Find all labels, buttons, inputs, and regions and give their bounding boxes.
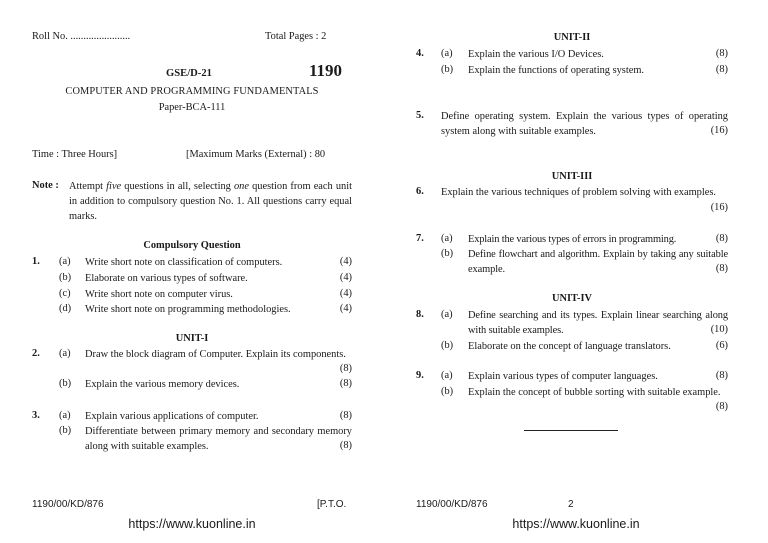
website-link[interactable]: https://www.kuonline.in: [128, 517, 256, 531]
marks: (4): [339, 272, 352, 283]
question-text: Write short note on programming methodologies.: [85, 304, 291, 315]
part-label: (a): [59, 256, 71, 267]
question-number: 7.: [416, 233, 424, 244]
website-link[interactable]: https://www.kuonline.in: [512, 517, 640, 531]
part-label: (b): [59, 272, 72, 283]
marks: (8): [715, 64, 728, 75]
marks: (4): [339, 256, 352, 267]
time-allowed: Time : Three Hours]: [32, 149, 118, 160]
question-text: Define operating system. Explain the various types of operating system along with suitable examples.: [441, 111, 728, 137]
question-number: 4.: [416, 48, 424, 59]
marks: (8): [715, 48, 728, 59]
question-text: Explain the various techniques of problem solving with examples.: [441, 187, 717, 198]
unit-3-heading: UNIT-III: [551, 171, 593, 182]
part-label: (d): [59, 303, 72, 314]
question-text: Explain various types of computer languages.: [468, 371, 658, 382]
marks: (16): [710, 202, 728, 213]
end-rule: [524, 430, 618, 431]
question-text: Elaborate on various types of software.: [85, 273, 248, 284]
paper-name: Paper-BCA-111: [158, 102, 226, 113]
marks: (10): [710, 324, 728, 335]
marks: (8): [339, 410, 352, 421]
question-number: 2.: [32, 348, 40, 359]
question-text: Explain the various memory devices.: [85, 379, 240, 390]
question-text: Explain the various types of errors in programming.: [468, 234, 677, 245]
marks: (8): [339, 363, 352, 374]
marks: (8): [339, 440, 352, 451]
part-label: (b): [441, 386, 454, 397]
part-label: (a): [59, 348, 71, 359]
marks: (4): [339, 288, 352, 299]
question-text: Draw the block diagram of Computer. Explain its components.: [85, 349, 346, 360]
part-label: (b): [59, 378, 72, 389]
part-label: (a): [441, 48, 453, 59]
marks: (4): [339, 303, 352, 314]
marks: (16): [710, 125, 728, 136]
question-text: Elaborate on the concept of language translators.: [468, 341, 671, 352]
footer-code: 1190/00/KD/876: [32, 499, 104, 510]
question-text: Define searching and its types. Explain linear searching along with suitable examples.: [468, 310, 728, 336]
question-number: 1.: [32, 256, 40, 267]
please-turn-over: [P.T.O.: [317, 499, 347, 510]
part-label: (a): [441, 309, 453, 320]
page-number: 2: [568, 499, 574, 510]
part-label: (a): [59, 410, 71, 421]
part-label: (b): [441, 64, 454, 75]
question-text: Write short note on classification of computers.: [85, 257, 283, 268]
question-text: Explain various applications of computer.: [85, 411, 259, 422]
note-text: Attempt five questions in all, selecting one question from each unit in addition to compulsory question No. 1. All questions carry equal marks.: [69, 181, 352, 222]
question-text: Explain the functions of operating system.: [468, 65, 645, 76]
unit-2-heading: UNIT-II: [553, 32, 591, 43]
unit-1-heading: UNIT-I: [175, 333, 209, 344]
marks: (8): [715, 370, 728, 381]
question-text: Define flowchart and algorithm. Explain by taking any suitable example.: [468, 249, 728, 275]
question-text: Explain the various I/O Devices.: [468, 49, 604, 60]
part-label: (b): [441, 248, 454, 259]
question-number: 5.: [416, 110, 424, 121]
part-label: (a): [441, 370, 453, 381]
marks: (8): [339, 378, 352, 389]
part-label: (a): [441, 233, 453, 244]
question-text: Explain the concept of bubble sorting with suitable example.: [468, 387, 721, 398]
part-label: (b): [441, 340, 454, 351]
page-2: [384, 0, 768, 543]
marks: (8): [715, 401, 728, 412]
question-number: 9.: [416, 370, 424, 381]
paper-code: GSE/D-21: [166, 68, 212, 79]
question-text: Differentiate between primary memory and secondary memory along with suitable examples.: [85, 426, 352, 452]
marks: (6): [715, 340, 728, 351]
maximum-marks: [Maximum Marks (External) : 80: [186, 149, 326, 160]
marks: (8): [715, 233, 728, 244]
paper-number: 1190: [309, 61, 343, 80]
note-label: Note :: [32, 180, 59, 191]
question-number: 8.: [416, 309, 424, 320]
question-number: 3.: [32, 410, 40, 421]
subject-title: COMPUTER AND PROGRAMMING FUNDAMENTALS: [65, 86, 319, 97]
total-pages: Total Pages : 2: [265, 31, 327, 42]
question-number: 6.: [416, 186, 424, 197]
part-label: (c): [59, 288, 71, 299]
compulsory-question-heading: Compulsory Question: [143, 240, 241, 251]
unit-4-heading: UNIT-IV: [551, 293, 593, 304]
roll-number: Roll No. .......................: [32, 31, 131, 42]
question-text: Write short note on computer virus.: [85, 289, 233, 300]
footer-code: 1190/00/KD/876: [416, 499, 488, 510]
part-label: (b): [59, 425, 72, 436]
marks: (8): [715, 263, 728, 274]
